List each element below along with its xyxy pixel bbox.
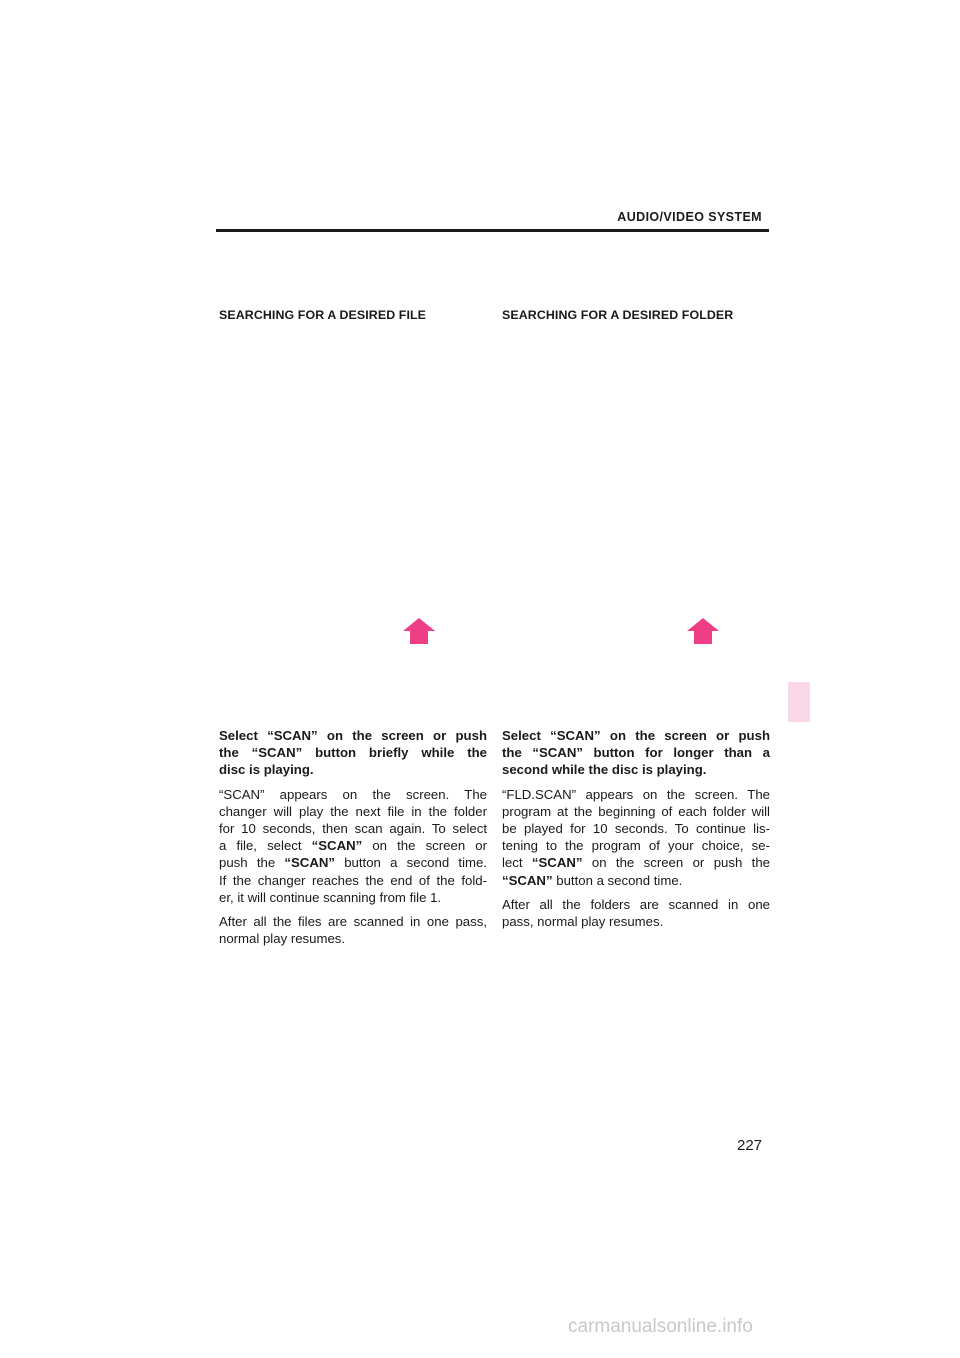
page-number: 227: [737, 1137, 763, 1154]
left-paragraph-line: er, it will continue scanning from file 1.: [219, 889, 442, 905]
right-paragraph-2: [502, 896, 770, 930]
right-paragraph: [502, 786, 770, 889]
left-paragraph-line: “SCAN” appears on the screen. The: [219, 786, 487, 802]
left-paragraph-line: [219, 837, 487, 854]
text-fragment: button a second time.: [344, 855, 487, 871]
left-paragraph-line: for 10 seconds, then scan again. To select: [219, 821, 487, 837]
scan-label: “SCAN”: [502, 872, 553, 888]
left-body: [219, 727, 487, 954]
left-instruction-line: disc is playing.: [219, 762, 314, 778]
right-paragraph-line: be played for 10 seconds. To continue lis-: [502, 821, 770, 837]
section-tab: [788, 682, 810, 722]
left-paragraph: [219, 786, 487, 906]
right-paragraph-line: “FLD.SCAN” appears on the screen. The: [502, 786, 770, 802]
right-instruction-line: Select “SCAN” on the screen or push: [502, 728, 770, 743]
scan-label: “SCAN”: [311, 838, 363, 854]
left-paragraph-line: changer will play the next file in the folder: [219, 803, 487, 819]
right-instruction-line: second while the disc is playing.: [502, 762, 707, 778]
text-fragment: button a second time.: [556, 872, 683, 888]
watermark: carmanualsonline.info: [568, 1316, 753, 1337]
left-instruction-line: the “SCAN” button briefly while the: [219, 745, 487, 761]
right-paragraph-line: After all the folders are scanned in one: [502, 896, 770, 912]
scan-label: “SCAN”: [531, 855, 583, 871]
section-title: AUDIO/VIDEO SYSTEM: [617, 210, 762, 224]
right-heading: SEARCHING FOR A DESIRED FOLDER: [502, 308, 734, 322]
scan-label: “SCAN”: [284, 855, 335, 871]
right-paragraph-line: [502, 872, 770, 889]
header-rule: [216, 229, 769, 232]
right-instruction-line: the “SCAN” button for longer than a: [502, 745, 770, 761]
left-instruction: [219, 727, 487, 779]
left-paragraph-line: [219, 854, 487, 871]
left-paragraph-line: normal play resumes.: [219, 931, 346, 947]
left-instruction-line: Select “SCAN” on the screen or push: [219, 728, 487, 743]
right-paragraph-line: tening to the program of your choice, se-: [502, 838, 770, 854]
left-heading: SEARCHING FOR A DESIRED FILE: [219, 308, 427, 322]
text-fragment: on the screen or: [372, 838, 487, 854]
left-paragraph-line: If the changer reaches the end of the fold-: [219, 872, 487, 888]
right-paragraph-line: [502, 854, 770, 871]
left-paragraph-line: After all the files are scanned in one pass,: [219, 914, 487, 930]
right-paragraph-line: program at the beginning of each folder will: [502, 803, 770, 819]
right-body: [502, 727, 770, 937]
left-paragraph-2: [219, 913, 487, 947]
text-fragment: a file, select: [219, 838, 302, 854]
up-arrow-icon: [686, 617, 720, 645]
text-fragment: lect: [502, 855, 523, 871]
text-fragment: on the screen or push the: [591, 855, 771, 871]
right-instruction: [502, 727, 770, 779]
right-paragraph-line: pass, normal play resumes.: [502, 914, 664, 930]
up-arrow-icon: [402, 617, 436, 645]
text-fragment: push the: [219, 855, 276, 871]
